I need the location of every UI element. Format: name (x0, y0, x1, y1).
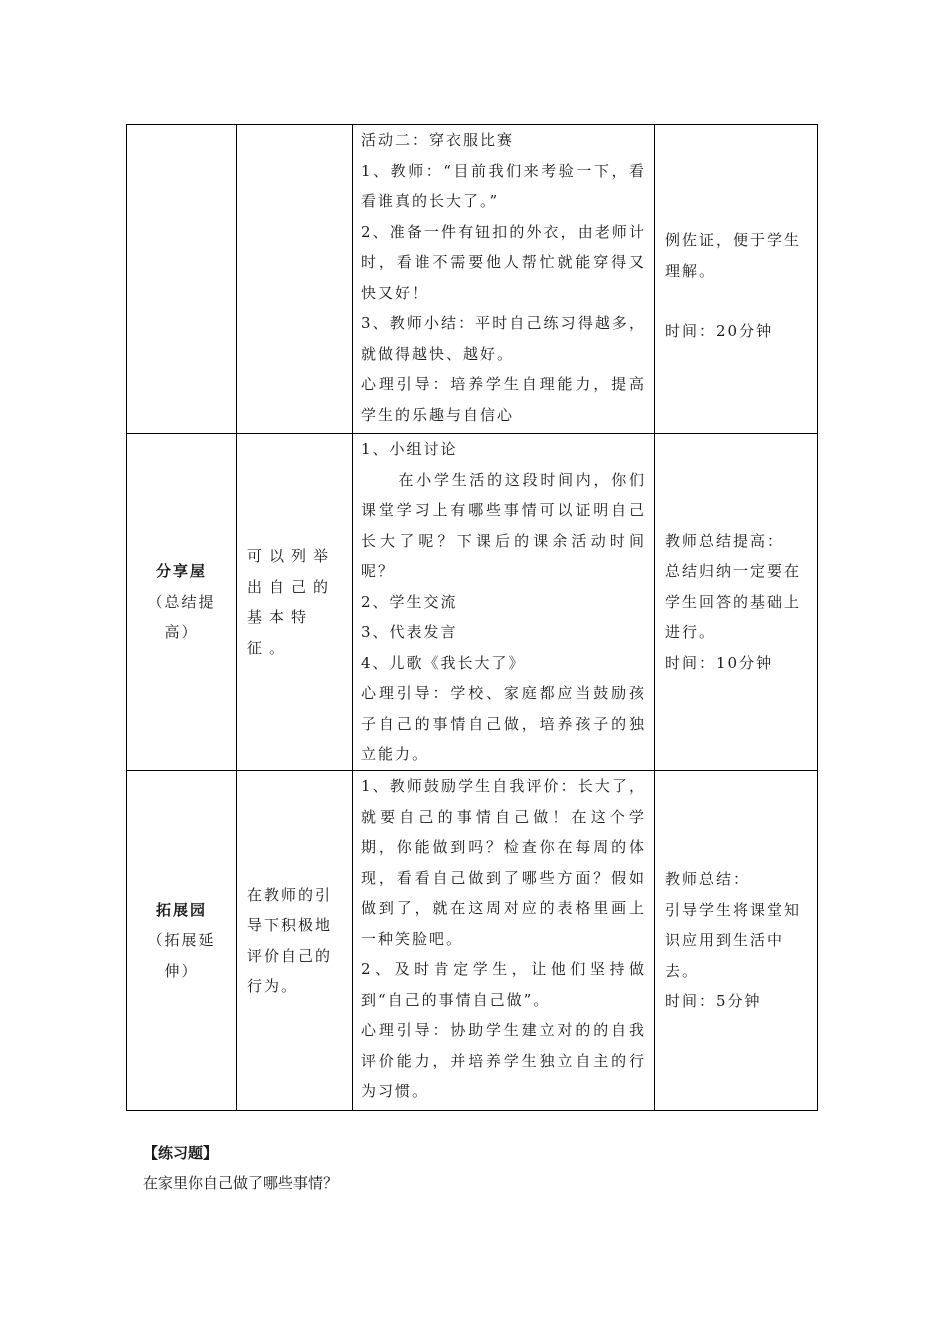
table-row (127, 434, 818, 771)
activity-line: 心理引导：培养学生自理能力，提高学生的乐趣与自信心 (361, 375, 646, 424)
activity-cell (353, 125, 655, 434)
objective-text: 可以列举出自己的基本特征。 (247, 547, 336, 657)
activity-line: 1、教师：“目前我们来考验一下，看看谁真的长大了。” (361, 161, 646, 210)
activity-line: 3、代表发言 (361, 623, 458, 641)
section-title: 拓展园 (155, 900, 207, 919)
activity-line: 2、准备一件有钮扣的外衣，由老师计时，看谁不需要他人帮忙就能穿得又快又好！ (361, 222, 646, 302)
note-spacer (665, 286, 809, 316)
table-row (127, 125, 818, 434)
objective-cell (237, 434, 353, 771)
note-line: 时间：5分钟 (665, 992, 762, 1011)
note-line: 引导学生将课堂知识应用到生活中去。 (665, 900, 802, 980)
section-subtitle: （拓展延伸） (147, 931, 216, 980)
exercise-section (143, 1138, 338, 1198)
section-cell (127, 434, 237, 771)
activity-cell (353, 771, 655, 1111)
exercise-heading: 【练习题】 (143, 1144, 219, 1162)
table-row (127, 771, 818, 1111)
note-cell (655, 771, 818, 1111)
exercise-question: 在家里你自己做了哪些事情？ (143, 1174, 339, 1192)
note-line: 教师总结提高： (665, 531, 785, 550)
note-line: 时间：10分钟 (665, 653, 774, 672)
activity-line: 1、小组讨论 (361, 440, 458, 458)
section-cell (127, 125, 237, 434)
note-line: 教师总结： (665, 870, 751, 889)
objective-cell (237, 125, 353, 434)
activity-line: 1、教师鼓励学生自我评价：长大了，就要自己的事情自己做！在这个学期，你能做到吗？检查你在每周的体现，看看自己做到了哪些方面？假如做到了，就在这周对应的表格里画上一种笑脸吧。 (361, 777, 646, 948)
section-title: 分享屋 (155, 562, 207, 581)
objective-cell (237, 771, 353, 1111)
lesson-plan-table (126, 124, 818, 1111)
note-line: 例佐证，便于学生理解。 (665, 231, 802, 280)
note-cell (655, 434, 818, 771)
activity-line: 心理引导：协助学生建立对的的自我评价能力，并培养学生独立自主的行为习惯。 (361, 1021, 646, 1100)
activity-line: 4、儿歌《我长大了》 (361, 653, 526, 672)
activity-cell (353, 434, 655, 771)
section-subtitle: （总结提高） (147, 592, 216, 642)
activity-line: 心理引导：学校、家庭都应当鼓励孩子自己的事情自己做，培养孩子的独立能力。 (361, 684, 646, 763)
section-cell (127, 771, 237, 1111)
note-line: 时间：20分钟 (665, 322, 774, 341)
activity-line: 3、教师小结：平时自己练习得越多，就做得越快、越好。 (361, 314, 646, 363)
note-cell (655, 125, 818, 434)
note-line: 总结归纳一定要在学生回答的基础上进行。 (665, 562, 802, 642)
activity-line: 2、学生交流 (361, 592, 458, 611)
activity-line: 2、及时肯定学生，让他们坚持做到“自己的事情自己做”。 (361, 960, 646, 1009)
activity-line: 在小学生活的这段时间内，你们课堂学习上有哪些事情可以证明自己长大了呢？下课后的课余活动时间呢？ (361, 470, 646, 580)
activity-line: 活动二：穿衣服比赛 (361, 131, 515, 149)
objective-text: 在教师的引导下积极地评价自己的行为。 (247, 885, 333, 995)
